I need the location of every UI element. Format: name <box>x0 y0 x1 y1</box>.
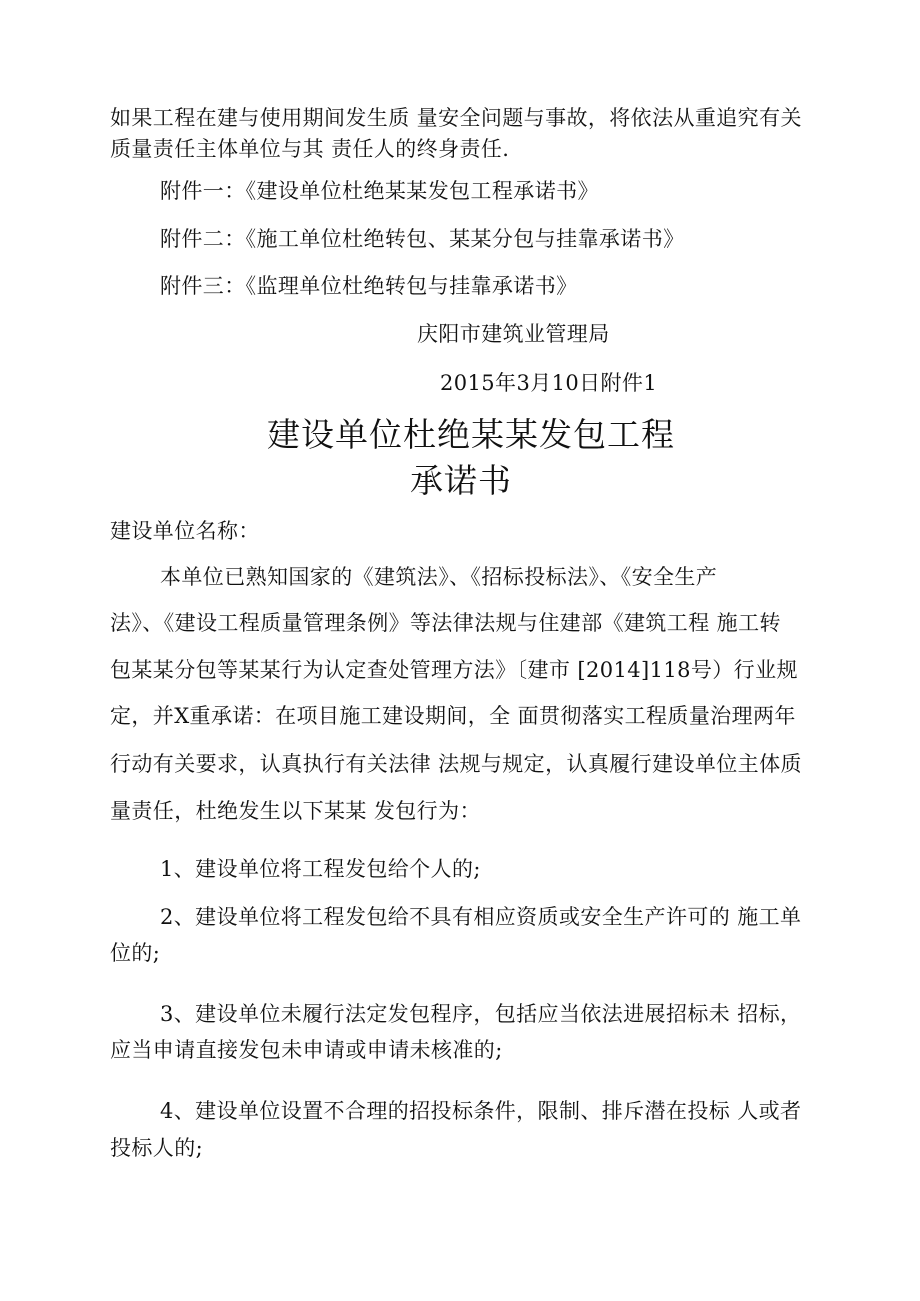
attachment-1: 附件一：《建设单位杜绝某某发包工程承诺书》 <box>160 179 599 203</box>
body-line-2: 法》、《建设工程质量管理条例》等法律法规与住建部《建筑工程 施工转 <box>110 611 781 635</box>
signature-organization: 庆阳市建筑业管理局 <box>417 322 610 346</box>
body-line-4: 定，并X重承诺：在项目施工建设期间，全 面贯彻落实工程质量治理两年 <box>110 704 796 728</box>
signature-date: 2015年3月10日附件1 <box>440 371 658 395</box>
item-4-line-2: 投标人的; <box>110 1136 204 1160</box>
document-title-line-2: 承诺书 <box>410 461 512 500</box>
item-3-line-2: 应当申请直接发包未申请或申请未核准的; <box>110 1038 503 1062</box>
item-2-line-2: 位的; <box>110 941 161 965</box>
document-title-line-1: 建设单位杜绝某某发包工程 <box>267 415 675 454</box>
item-3-line-1: 3、建设单位未履行法定发包程序，包括应当依法进展招标未 招标， <box>160 1002 802 1026</box>
intro-line-1: 如果工程在建与使用期间发生质 量安全问题与事故，将依法从重追究有关 <box>110 106 802 130</box>
item-4-line-1: 4、建设单位设置不合理的招投标条件，限制、排斥潜在投标 人或者 <box>160 1099 802 1123</box>
item-2-line-1: 2、建设单位将工程发包给不具有相应资质或安全生产许可的 施工单 <box>160 905 802 929</box>
body-line-3: 包某某分包等某某行为认定查处管理方法》〔建市 [2014]118号）行业规 <box>110 658 798 682</box>
body-line-5: 行动有关要求，认真执行有关法律 法规与规定，认真履行建设单位主体质 <box>110 752 802 776</box>
item-1: 1、建设单位将工程发包给个人的; <box>160 857 481 881</box>
body-line-1: 本单位已熟知国家的《建筑法》、《招标投标法》、《安全生产 <box>160 565 718 589</box>
attachment-2: 附件二：《施工单位杜绝转包、某某分包与挂靠承诺书》 <box>160 227 685 251</box>
body-line-6: 量责任，杜绝发生以下某某 发包行为： <box>110 799 481 823</box>
unit-name-label: 建设单位名称： <box>110 519 260 543</box>
attachment-3: 附件三：《监理单位杜绝转包与挂靠承诺书》 <box>160 274 578 298</box>
intro-line-2: 质量责任主体单位与其 责任人的终身责任. <box>110 137 510 161</box>
